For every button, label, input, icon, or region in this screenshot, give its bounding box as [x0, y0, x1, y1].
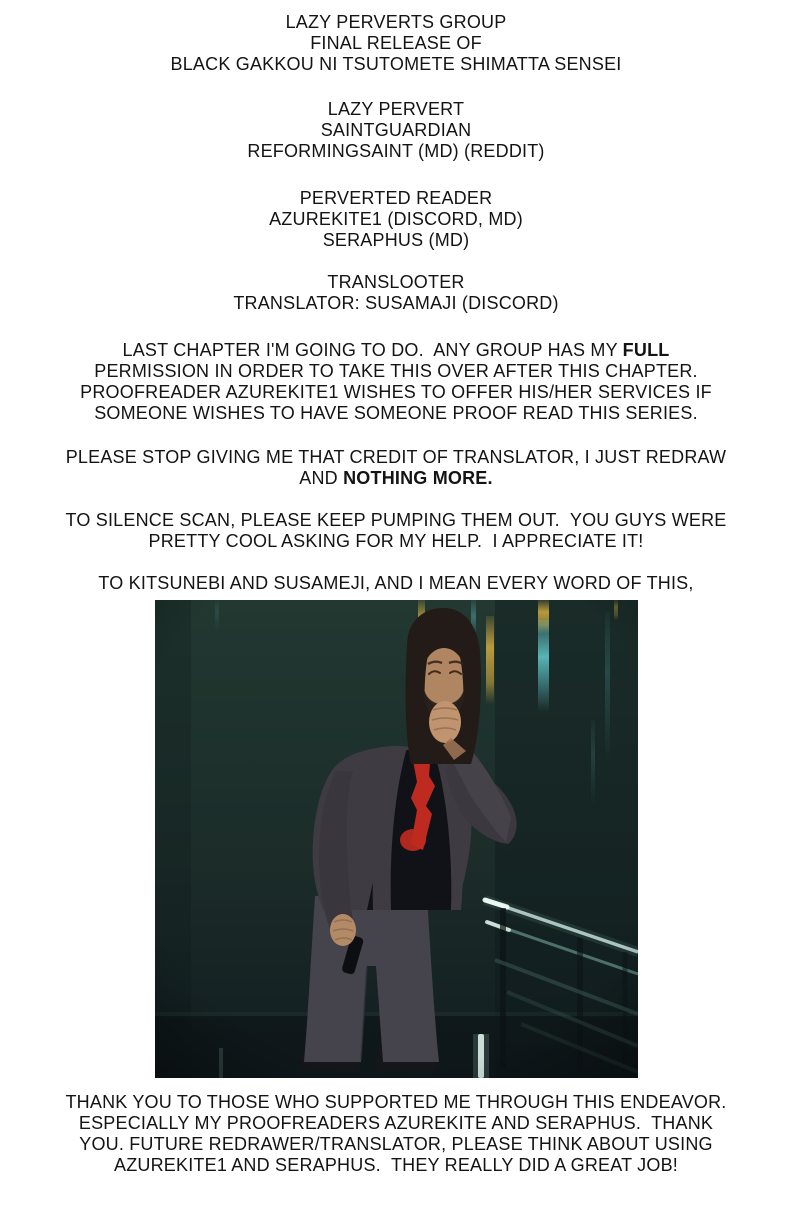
text-line: AZUREKITE1 (DISCORD, MD) — [269, 209, 523, 229]
thank-you-note — [0, 1092, 792, 1176]
text-line: SERAPHUS (MD) — [322, 230, 470, 250]
text-line: ESPECIALLY MY PROOFREADERS AZUREKITE AND SERAPHUS. THANK — [78, 1113, 714, 1133]
text-line: LAST CHAPTER I'M GOING TO DO. ANY GROUP HAS MY FULL — [122, 340, 670, 360]
text-line: TRANSLOOTER — [327, 272, 465, 292]
vignette — [155, 600, 638, 1078]
text-line: LAZY PERVERTS GROUP — [285, 12, 507, 32]
text-line: SAINTGUARDIAN — [320, 120, 472, 140]
text-line: PRETTY COOL ASKING FOR MY HELP. I APPRECIATE IT! — [148, 531, 644, 551]
text-line: TO KITSUNEBI AND SUSAMEJI, AND I MEAN EVERY WORD OF THIS, — [98, 573, 694, 593]
handover-note — [0, 340, 792, 424]
text-line: BLACK GAKKOU NI TSUTOMETE SHIMATTA SENSEI — [170, 54, 622, 74]
text-line: REFORMINGSAINT (MD) (REDDIT) — [247, 141, 545, 161]
text-line: PERMISSION IN ORDER TO TAKE THIS OVER AFTER THIS CHAPTER. — [94, 361, 698, 381]
silence-scan-note — [0, 510, 792, 552]
text-line: AZUREKITE1 AND SERAPHUS. THEY REALLY DID A GREAT JOB! — [114, 1155, 678, 1175]
redraw-only-note — [0, 447, 792, 489]
group-title — [0, 12, 792, 75]
text-line: AND NOTHING MORE. — [299, 468, 493, 488]
dedication-line — [0, 573, 792, 594]
text-line: YOU. FUTURE REDRAWER/TRANSLATOR, PLEASE THINK ABOUT USING — [79, 1134, 713, 1154]
translooter-role — [0, 272, 792, 314]
text-line: TRANSLATOR: SUSAMAJI (DISCORD) — [233, 293, 559, 313]
lazy-pervert-role — [0, 99, 792, 162]
text-line: FINAL RELEASE OF — [310, 33, 482, 53]
text-line: TO SILENCE SCAN, PLEASE KEEP PUMPING THEM OUT. YOU GUYS WERE — [65, 510, 727, 530]
text-line: THANK YOU TO THOSE WHO SUPPORTED ME THROUGH THIS ENDEAVOR. — [65, 1092, 727, 1112]
text-line: PERVERTED READER — [299, 188, 493, 208]
stage-photo — [155, 600, 638, 1078]
text-line: LAZY PERVERT — [327, 99, 465, 119]
text-line: SOMEONE WISHES TO HAVE SOMEONE PROOF READ THIS SERIES. — [94, 403, 698, 423]
perverted-reader-role — [0, 188, 792, 251]
text-line: PROOFREADER AZUREKITE1 WISHES TO OFFER HIS/HER SERVICES IF — [80, 382, 712, 402]
text-line: PLEASE STOP GIVING ME THAT CREDIT OF TRANSLATOR, I JUST REDRAW — [65, 447, 727, 467]
stage-photo-graphic — [155, 600, 638, 1078]
